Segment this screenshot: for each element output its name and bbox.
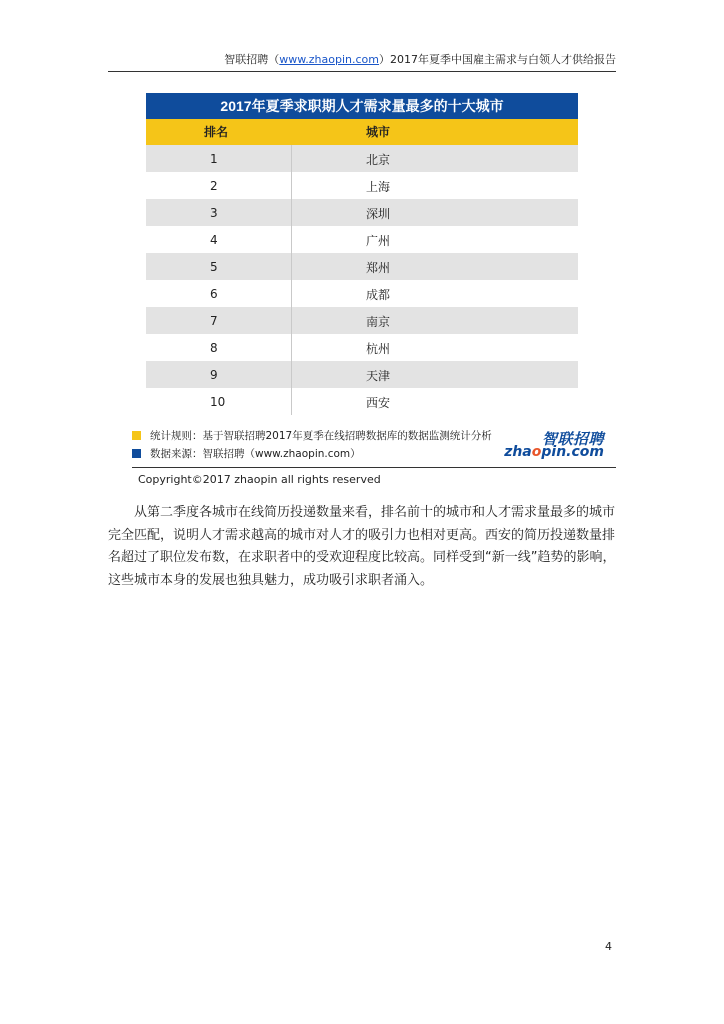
table-row <box>146 280 578 307</box>
rank-cell: 7 <box>146 307 292 334</box>
notes-divider <box>132 467 616 468</box>
rank-cell: 4 <box>146 226 292 253</box>
city-cell: 南京 <box>366 315 391 329</box>
column-header-city: 城市 <box>366 125 391 139</box>
zhaopin-logo <box>504 428 612 464</box>
table-title: 2017年夏季求职期人才需求量最多的十大城市 <box>146 93 578 119</box>
blue-square-icon <box>132 449 141 458</box>
table-row <box>146 226 578 253</box>
rank-cell: 3 <box>146 199 292 226</box>
page-header <box>108 52 616 72</box>
note-stat-rule-text: 统计规则：基于智联招聘2017年夏季在线招聘数据库的数据监测统计分析 <box>150 429 492 442</box>
copyright-text: Copyright©2017 zhaopin all rights reserved <box>138 473 381 486</box>
logo-en-pre: zha <box>504 444 532 460</box>
rank-cell: 1 <box>146 145 292 172</box>
note-data-source-text: 数据来源：智联招聘（www.zhaopin.com） <box>150 447 361 460</box>
city-cell: 广州 <box>366 234 391 248</box>
column-header-rank: 排名 <box>204 125 229 139</box>
table-row <box>146 145 578 172</box>
header-prefix: 智联招聘（ <box>224 53 280 66</box>
table-row <box>146 199 578 226</box>
city-cell: 成都 <box>366 288 391 302</box>
yellow-square-icon <box>132 431 141 440</box>
rank-cell: 8 <box>146 334 292 361</box>
city-cell: 上海 <box>366 180 391 194</box>
table-header-row <box>146 119 578 145</box>
city-cell: 郑州 <box>366 261 391 275</box>
table-row <box>146 253 578 280</box>
header-suffix: ）2017年夏季中国雇主需求与白领人才供给报告 <box>379 53 616 66</box>
page-number: 4 <box>605 940 612 953</box>
table-row <box>146 307 578 334</box>
rank-cell: 2 <box>146 172 292 199</box>
table-row <box>146 334 578 361</box>
logo-en-post: pin.com <box>541 444 604 460</box>
top-cities-table <box>146 93 578 415</box>
table-row <box>146 388 578 415</box>
body-paragraph: 从第二季度各城市在线简历投递数量来看，排名前十的城市和人才需求量最多的城市完全匹配，说明人才需求越高的城市对人才的吸引力也相对更高。西安的简历投递数量排名超过了职位发布数，在求职者中的受欢迎程度比较高。同样受到“新一线”趋势的影响，这些城市本身的发展也独具魅力，成功吸引求职者涌入。 <box>108 505 616 588</box>
header-link[interactable]: www.zhaopin.com <box>279 53 379 66</box>
rank-cell: 6 <box>146 280 292 307</box>
table-row <box>146 172 578 199</box>
rank-cell: 9 <box>146 361 292 388</box>
table-row <box>146 361 578 388</box>
city-cell: 西安 <box>366 396 391 410</box>
rank-cell: 5 <box>146 253 292 280</box>
rank-cell: 10 <box>146 388 292 415</box>
city-cell: 深圳 <box>366 207 391 221</box>
table-notes <box>132 426 612 466</box>
city-cell: 北京 <box>366 153 391 167</box>
logo-en-text <box>504 444 604 460</box>
logo-cn-text: 智联招聘 <box>541 430 604 448</box>
city-cell: 天津 <box>366 369 391 383</box>
logo-en-o: o <box>531 444 542 460</box>
city-cell: 杭州 <box>366 342 391 356</box>
